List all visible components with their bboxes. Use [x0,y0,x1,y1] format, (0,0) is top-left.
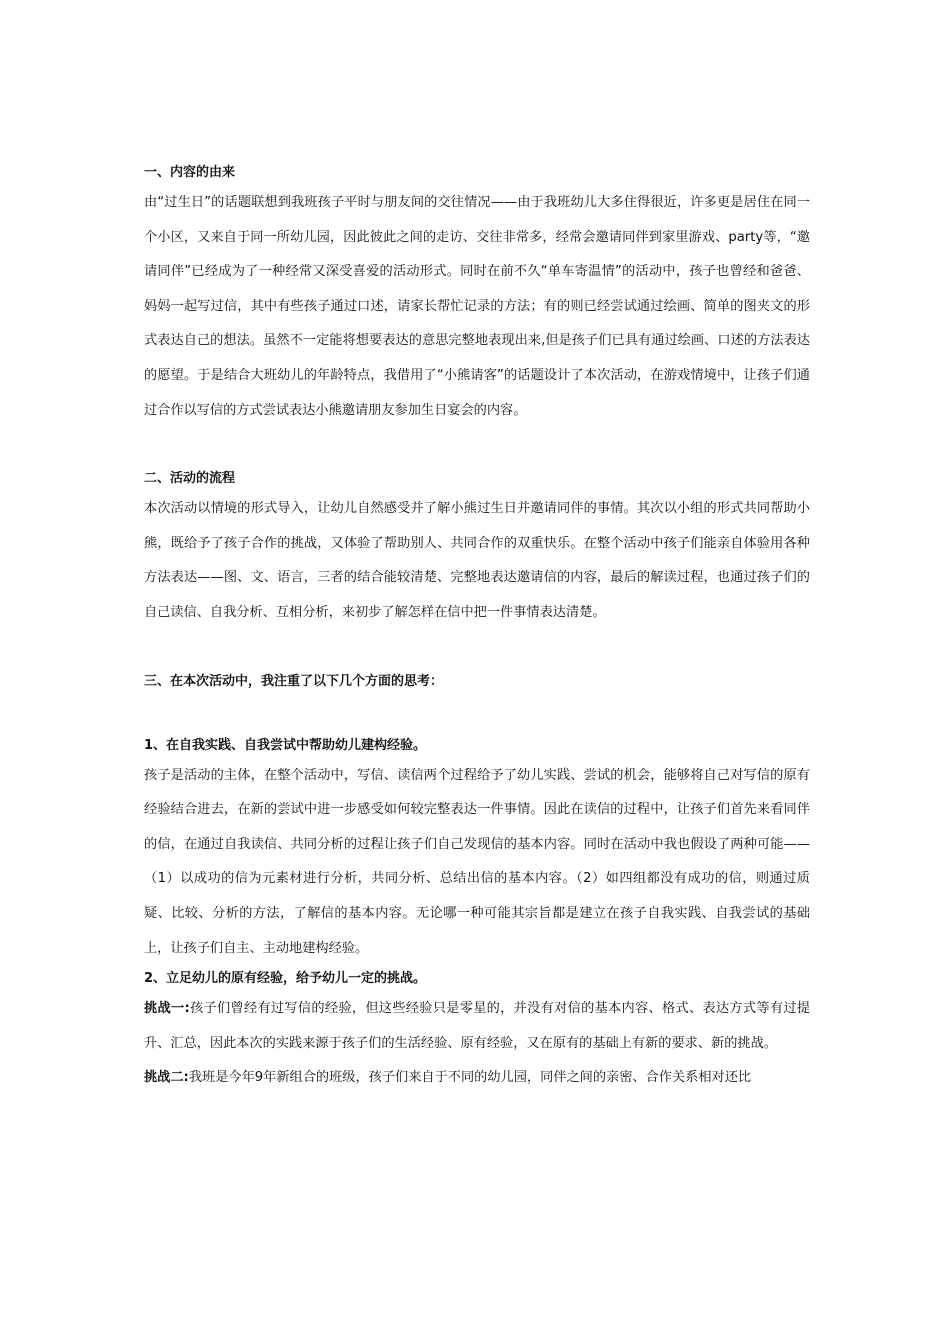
document-page [144,160,810,1096]
section-2-heading: 二、活动的流程 [144,471,236,487]
challenge-1-text: 孩子们曾经有过写信的经验，但这些经验只是零星的，并没有对信的基本内容、格式、表达方式等有过提升、汇总，因此本次的实践来源于孩子们的生活经验、原有经验，又在原有的基础上有新的要求、新的挑战。 [144,1001,810,1051]
spacer [144,631,810,669]
challenge-2-label: 挑战二: [144,1070,189,1086]
spacer [144,695,810,733]
section-1-heading: 一、内容的由来 [144,165,236,180]
section-1-body: 由“过生日”的话题联想到我班孩子平时与朋友间的交往情况——由于我班幼儿大多住得很近，许多更是居住在同一个小区，又来自于同一所幼儿园，因此彼此之间的走访、交往非常多，经常会邀请同伴到家里游戏、party等，“邀请同伴”已经成为了一种经常又深受喜爱的活动形式。同时在前不久“单车寄温情”的活动中，孩子也曾经和爸爸、妈妈一起写过信，其中有些孩子通过口述，请家长帮忙记录的方法；有的则已经尝试通过绘画、简单的图夹文的形式表达自己的想法。虽然不一定能将想要表达的意思完整地表现出来,但是孩子们已具有通过绘画、口述的方法表达的愿望。于是结合大班幼儿的年龄特点，我借用了“小熊请客”的话题设计了本次活动，在游戏情境中，让孩子们通过合作以写信的方式尝试表达小熊邀请朋友参加生日宴会的内容。 [144,195,810,418]
spacer [144,428,810,466]
section-2-body: 本次活动以情境的形式导入，让幼儿自然感受并了解小熊过生日并邀请同伴的事情。其次以小组的形式共同帮助小熊，既给予了孩子合作的挑战，又体验了帮助别人、共同合作的双重快乐。在整个活动中孩子们能亲自体验用各种方法表达——图、文、语言，三者的结合能较清楚、完整地表达邀请信的内容，最后的解读过程，也通过孩子们的自己读信、自我分析、互相分析，来初步了解怎样在信中把一件事情表达清楚。 [144,501,810,620]
point-1-body: 孩子是活动的主体，在整个活动中，写信、读信两个过程给予了幼儿实践、尝试的机会，能够将自己对写信的原有经验结合进去，在新的尝试中进一步感受如何较完整表达一件事情。因此在读信的过程中，让孩子们首先来看同伴的信，在通过自我读信、共同分析的过程让孩子们自己发现信的基本内容。同时在活动中我也假设了两种可能——（1）以成功的信为元素材进行分析，共同分析、总结出信的基本内容。（2）如四组都没有成功的信，则通过质疑、比较、分析的方法，了解信的基本内容。无论哪一种可能其宗旨都是建立在孩子自我实践、自我尝试的基础上，让孩子们自主、主动地建构经验。 [144,767,810,956]
challenge-1-paragraph [144,992,810,1061]
point-2-heading: 2、立足幼儿的原有经验，给予幼儿一定的挑战。 [144,971,427,987]
section-3-heading: 三、在本次活动中，我注重了以下几个方面的思考： [144,673,444,689]
challenge-2-text: 我班是今年9年新组合的班级，孩子们来自于不同的幼儿园，同伴之间的亲密、合作关系相对还比 [188,1070,752,1086]
challenge-1-label: 挑战一: [144,1001,190,1017]
point-1-heading: 1、在自我实践、自我尝试中帮助幼儿建构经验。 [144,737,427,753]
challenge-2-paragraph [144,1061,810,1096]
